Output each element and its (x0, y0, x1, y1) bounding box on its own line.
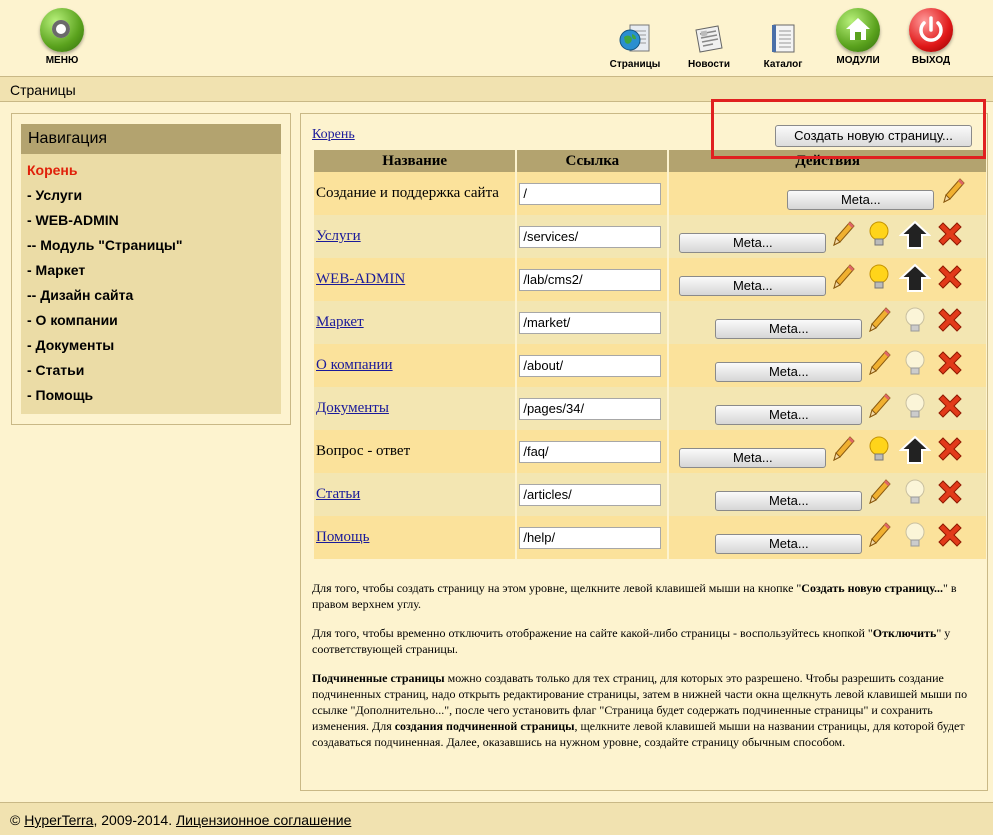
pages-label: Страницы (609, 59, 661, 70)
create-page-button[interactable]: Создать новую страницу... (775, 125, 972, 147)
table-row (314, 430, 986, 473)
page-url-cell (517, 215, 667, 258)
meta-button[interactable]: Meta... (715, 362, 862, 382)
exit-button[interactable] (909, 0, 953, 66)
menu-label: МЕНЮ (45, 55, 79, 66)
table-row (314, 516, 986, 559)
nav-item-root[interactable]: Корень (27, 162, 78, 178)
page-actions-cell (669, 516, 986, 559)
page-url-cell (517, 172, 667, 215)
menu-button[interactable] (40, 0, 84, 66)
page-name-cell (314, 258, 515, 301)
nav-item-web-admin[interactable]: - WEB-ADMIN (27, 212, 119, 228)
column-header-name: Название (314, 150, 515, 172)
copyright-sign: © (10, 812, 25, 828)
page-url-field[interactable]: / (519, 183, 661, 205)
page-name-link[interactable]: Услуги (316, 228, 361, 244)
delete-icon[interactable] (935, 305, 963, 335)
delete-icon[interactable] (935, 477, 963, 507)
page-name-link: Вопрос - ответ (316, 443, 411, 459)
edit-icon[interactable] (829, 262, 857, 292)
meta-button[interactable]: Meta... (715, 534, 862, 554)
page-name-link[interactable]: Помощь (316, 529, 370, 545)
page-actions-cell (669, 215, 986, 258)
lightbulb-off-icon[interactable] (901, 391, 929, 421)
page-url-field[interactable]: /help/ (519, 527, 661, 549)
catalog-label: Каталог (763, 59, 803, 70)
move-up-icon[interactable] (899, 434, 927, 464)
page-url-cell (517, 516, 667, 559)
meta-button[interactable]: Meta... (715, 405, 862, 425)
table-row (314, 387, 986, 430)
breadcrumb: Страницы (0, 76, 993, 102)
root-link[interactable]: Корень (312, 127, 355, 142)
nav-item-articles[interactable]: - Статьи (27, 362, 85, 378)
page-url-field[interactable]: /market/ (519, 312, 661, 334)
edit-icon[interactable] (865, 305, 893, 335)
pages-panel (300, 113, 988, 791)
brand-link[interactable]: HyperTerra (24, 812, 94, 828)
lightbulb-off-icon[interactable] (901, 477, 929, 507)
nav-item-pages-module[interactable]: -- Модуль "Страницы" (27, 237, 183, 253)
lightbulb-off-icon[interactable] (901, 348, 929, 378)
page-url-field[interactable]: /articles/ (519, 484, 661, 506)
page-name-link[interactable]: Маркет (316, 314, 364, 330)
page-url-cell (517, 258, 667, 301)
page-url-field[interactable]: /faq/ (519, 441, 661, 463)
page-url-field[interactable]: /about/ (519, 355, 661, 377)
table-row (314, 215, 986, 258)
catalog-button[interactable] (760, 0, 806, 70)
page-actions-cell (669, 430, 986, 473)
page-actions-cell (669, 387, 986, 430)
delete-icon[interactable] (935, 520, 963, 550)
page-url-cell (517, 387, 667, 430)
lightbulb-on-icon[interactable] (865, 434, 893, 464)
edit-icon[interactable] (865, 348, 893, 378)
column-header-actions: Действия (669, 150, 986, 172)
navigation-panel (11, 113, 291, 425)
page-actions-cell (669, 258, 986, 301)
table-row (314, 172, 986, 215)
table-row (314, 344, 986, 387)
menu-icon (40, 8, 84, 52)
help-paragraph-disable: Для того, чтобы временно отключить отображение на сайте какой-либо страницы - воспользуйтесь кнопкой "Отключить" у соответствующей страницы. (312, 626, 951, 656)
page-name-link[interactable]: Статьи (316, 486, 361, 502)
nav-item-help[interactable]: - Помощь (27, 387, 94, 403)
modules-button[interactable] (834, 0, 882, 66)
edit-icon[interactable] (865, 520, 893, 550)
lightbulb-on-icon[interactable] (865, 219, 893, 249)
table-row (314, 473, 986, 516)
navigation-title: Навигация (21, 124, 281, 154)
delete-icon[interactable] (935, 219, 963, 249)
nav-item-site-design[interactable]: -- Дизайн сайта (27, 287, 134, 303)
edit-icon[interactable] (939, 176, 967, 206)
nav-item-market[interactable]: - Маркет (27, 262, 86, 278)
lightbulb-off-icon[interactable] (901, 520, 929, 550)
table-row (314, 258, 986, 301)
page-url-cell (517, 430, 667, 473)
newspaper-icon (692, 22, 726, 56)
lightbulb-off-icon[interactable] (901, 305, 929, 335)
nav-item-about[interactable]: - О компании (27, 312, 118, 328)
page-name-link[interactable]: WEB-ADMIN (316, 271, 406, 287)
notebook-icon (766, 22, 800, 56)
news-label: Новости (688, 59, 730, 70)
meta-button[interactable]: Meta... (787, 190, 934, 210)
help-text (312, 580, 972, 763)
delete-icon[interactable] (935, 391, 963, 421)
page-url-cell (517, 301, 667, 344)
page-name-cell (314, 172, 515, 215)
edit-icon[interactable] (829, 219, 857, 249)
nav-item-documents[interactable]: - Документы (27, 337, 115, 353)
license-link[interactable]: Лицензионное соглашение (175, 812, 352, 828)
top-toolbar (0, 0, 993, 76)
meta-button[interactable]: Meta... (715, 491, 862, 511)
page-name-cell (314, 516, 515, 559)
meta-button[interactable]: Meta... (679, 233, 826, 253)
page-name-cell (314, 215, 515, 258)
highlight-frame (711, 99, 986, 159)
page-name-link[interactable]: О компании (316, 357, 393, 373)
meta-button[interactable]: Meta... (679, 276, 826, 296)
page-name-cell (314, 301, 515, 344)
delete-icon[interactable] (935, 434, 963, 464)
news-button[interactable] (686, 0, 732, 70)
meta-button[interactable]: Meta... (715, 319, 862, 339)
exit-label: ВЫХОД (911, 55, 951, 66)
delete-icon[interactable] (935, 262, 963, 292)
navigation-list (21, 124, 281, 414)
home-icon (836, 8, 880, 52)
move-up-icon[interactable] (899, 219, 927, 249)
footer (0, 802, 993, 835)
modules-label: МОДУЛИ (836, 55, 880, 66)
page-name-link[interactable]: Документы (316, 400, 389, 416)
help-paragraph-subpages: Подчиненные страницы можно создавать только для тех страниц, для которых это разрешено. Чтобы разрешить создание подчиненных страниц, надо открыть редактирование страницы, затем в нижней части окна щелкнуть левой клавишей мыши по ссылке "Дополнительно...", после чего установить флаг "Страница будет содержать подчиненные страницы" и сохранить изменения. Для создания подчиненной страницы, щелкните левой клавишей мыши на названии страницы, для которой будет создаваться подчиненная. Далее, оказавшись на нужном уровне, создайте страницу обычным способом. (312, 671, 968, 749)
globe-page-icon (618, 22, 652, 56)
move-up-icon[interactable] (899, 262, 927, 292)
page-url-field[interactable]: /services/ (519, 226, 661, 248)
page-name-cell (314, 430, 515, 473)
column-header-link: Ссылка (517, 150, 667, 172)
edit-icon[interactable] (829, 434, 857, 464)
edit-icon[interactable] (865, 477, 893, 507)
page-url-field[interactable]: /pages/34/ (519, 398, 661, 420)
copyright-years: , 2009-2014. (93, 812, 176, 828)
page-name-cell (314, 344, 515, 387)
pages-button[interactable] (606, 0, 664, 70)
pages-table (312, 150, 988, 559)
page-actions-cell (669, 473, 986, 516)
nav-item-services[interactable]: - Услуги (27, 187, 83, 203)
table-row (314, 301, 986, 344)
help-paragraph-create: Для того, чтобы создать страницу на этом уровне, щелкните левой клавишей мыши на кнопке "Создать новую страницу..." в правом верхнем углу. (312, 581, 957, 611)
edit-icon[interactable] (865, 391, 893, 421)
page-url-cell (517, 344, 667, 387)
page-name-cell (314, 473, 515, 516)
power-icon (909, 8, 953, 52)
page-actions-cell (669, 172, 986, 215)
meta-button[interactable]: Meta... (679, 448, 826, 468)
lightbulb-on-icon[interactable] (865, 262, 893, 292)
page-url-field[interactable]: /lab/cms2/ (519, 269, 661, 291)
page-url-cell (517, 473, 667, 516)
delete-icon[interactable] (935, 348, 963, 378)
page-actions-cell (669, 344, 986, 387)
page-name-cell (314, 387, 515, 430)
page-actions-cell (669, 301, 986, 344)
page-name-link: Создание и поддержка сайта (316, 185, 499, 201)
